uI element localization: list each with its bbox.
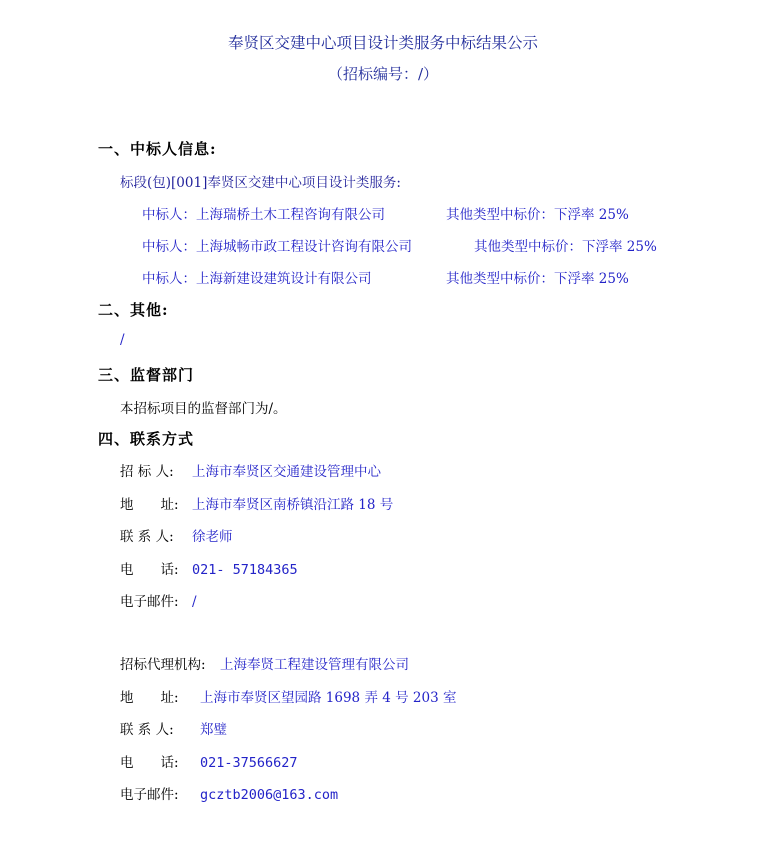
field-label: 联 系 人: (120, 722, 174, 738)
agency-email-link[interactable]: gcztb2006@163.com (200, 787, 339, 803)
agency-email-row (120, 783, 338, 803)
agency-phone-row (120, 751, 298, 771)
section-heading-winners: 一、中标人信息: (98, 140, 217, 158)
winner-name: 中标人：上海新建设建筑设计有限公司 (142, 271, 372, 287)
agency-address-row (120, 686, 456, 706)
tenderer-contact-row (120, 525, 233, 545)
tenderer-email-row (120, 590, 197, 610)
agency-name-row (120, 653, 409, 673)
tenderer-address: 上海市奉贤区南桥镇沿江路 18 号 (192, 497, 394, 513)
field-label: 电 话: (120, 562, 179, 578)
section-heading-other: 二、其他: (98, 301, 169, 319)
tender-number: （招标编号：/） (327, 65, 439, 83)
tenderer-email: / (192, 594, 197, 610)
agency-contact: 郑璧 (200, 722, 227, 738)
agency-contact-row (120, 718, 227, 738)
field-label: 地 址: (120, 690, 179, 706)
other-content: / (120, 332, 125, 348)
tenderer-name: 上海市奉贤区交通建设管理中心 (192, 464, 381, 480)
field-label: 招 标 人: (120, 464, 174, 480)
lot-title: 标段(包)[001]奉贤区交建中心项目设计类服务: (120, 175, 401, 191)
winner-name: 中标人：上海瑞桥土木工程咨询有限公司 (142, 207, 385, 223)
section-heading-contact: 四、联系方式 (98, 430, 195, 448)
tenderer-address-row (120, 493, 393, 513)
agency-phone: 021-37566627 (200, 755, 298, 771)
field-label: 招标代理机构: (120, 657, 206, 673)
agency-address: 上海市奉贤区望园路 1698 弄 4 号 203 室 (200, 690, 457, 706)
field-label: 电子邮件: (120, 594, 179, 610)
page-title: 奉贤区交建中心项目设计类服务中标结果公示 (227, 34, 538, 52)
winner-price: 其他类型中标价：下浮率 25% (446, 271, 629, 287)
supervision-content: 本招标项目的监督部门为/。 (120, 401, 287, 417)
winner-price: 其他类型中标价：下浮率 25% (474, 239, 657, 255)
field-label: 联 系 人: (120, 529, 174, 545)
tenderer-contact: 徐老师 (192, 529, 233, 545)
winner-price: 其他类型中标价：下浮率 25% (446, 207, 629, 223)
tenderer-phone-row (120, 558, 298, 578)
tenderer-phone: 021- 57184365 (192, 562, 298, 578)
winner-name: 中标人：上海城畅市政工程设计咨询有限公司 (142, 239, 412, 255)
agency-name: 上海奉贤工程建设管理有限公司 (220, 657, 409, 673)
field-label: 电 话: (120, 755, 179, 771)
field-label: 电子邮件: (120, 787, 179, 803)
section-heading-supervision: 三、监督部门 (98, 366, 195, 384)
tenderer-name-row (120, 460, 381, 480)
field-label: 地 址: (120, 497, 179, 513)
